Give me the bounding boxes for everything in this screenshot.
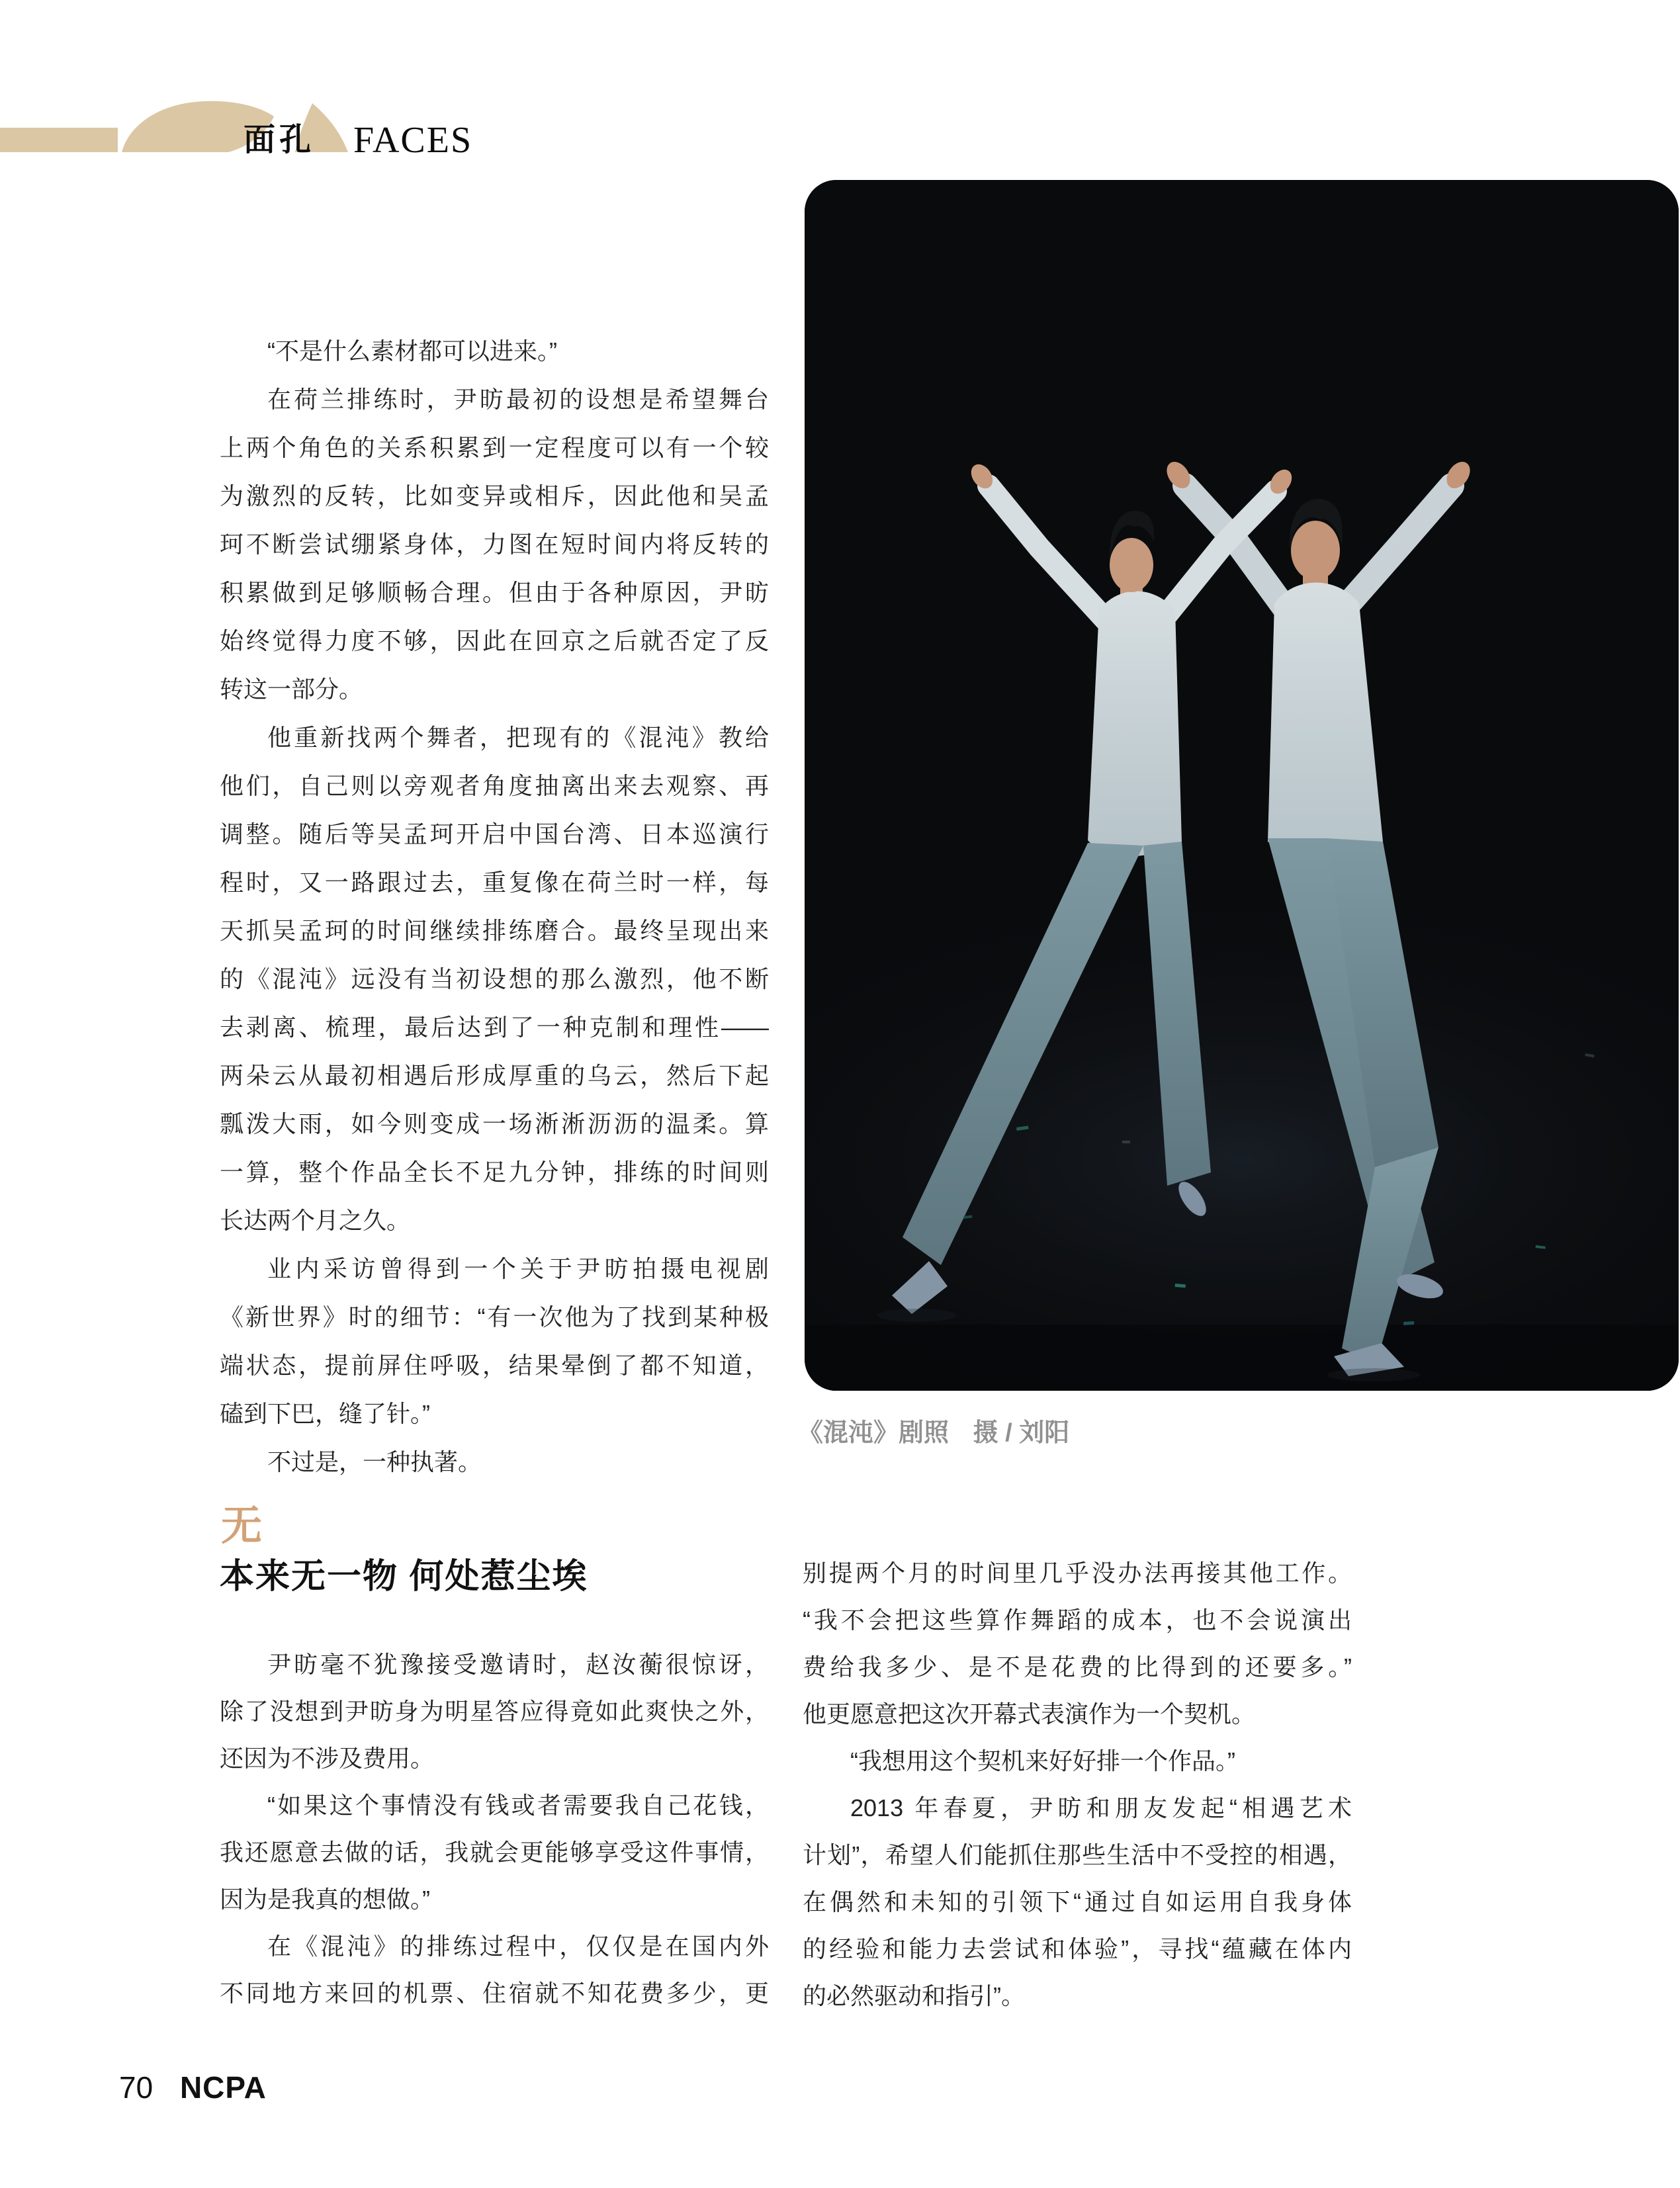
section-label-en: FACES	[353, 120, 473, 161]
text-line: 的必然驱动和指引”。	[803, 1982, 1025, 2009]
photo-caption	[798, 1417, 1069, 1449]
page-number: 70	[119, 2070, 154, 2105]
text-line: 计划”，希望人们能抓住那些生活中不受控的相遇，	[803, 1841, 1352, 1868]
text-line: 在偶然和未知的引领下“通过自如运用自我身体	[803, 1888, 1352, 1915]
text-line: 两朵云从最初相遇后形成厚重的乌云，然后下起	[220, 1062, 769, 1089]
text-line: 业内采访曾得到一个关于尹昉拍摄电视剧	[267, 1255, 769, 1282]
performance-photo	[805, 180, 1679, 1391]
article-column-bottom-left	[220, 1641, 769, 2017]
text-line: 别提两个月的时间里几乎没办法再接其他工作。	[803, 1559, 1352, 1587]
text-line: “我想用这个契机来好好排一个作品。”	[850, 1747, 1235, 1774]
text-line: 不过是，一种执著。	[267, 1448, 482, 1475]
text-line: 还因为不涉及费用。	[220, 1745, 435, 1772]
dancers-illustration	[805, 180, 1679, 1391]
text-line: 在荷兰排练时，尹昉最初的设想是希望舞台	[267, 386, 769, 413]
text-line: 转这一部分。	[220, 676, 363, 703]
text-line: 长达两个月之久。	[220, 1207, 411, 1234]
text-line: 程时，又一路跟过去，重复像在荷兰时一样，每	[220, 869, 769, 896]
text-line: “如果这个事情没有钱或者需要我自己花钱，	[267, 1792, 769, 1819]
text-line: 始终觉得力度不够，因此在回京之后就否定了反	[220, 627, 769, 654]
text-line: 我还愿意去做的话，我就会更能够享受这件事情，	[220, 1839, 769, 1866]
text-line: 他更愿意把这次开幕式表演作为一个契机。	[803, 1700, 1256, 1728]
text-line: 积累做到足够顺畅合理。但由于各种原因，尹昉	[220, 579, 769, 606]
article-column-bottom-right	[803, 1550, 1352, 2019]
text-line: “不是什么素材都可以进来。”	[267, 337, 557, 365]
text-line: 《新世界》时的细节：“有一次他为了找到某种极	[220, 1303, 769, 1331]
text-line: 上两个角色的关系积累到一定程度可以有一个较	[220, 434, 769, 461]
text-line: 因为是我真的想做。”	[220, 1886, 430, 1913]
photo-caption-title: 《混沌》剧照	[798, 1419, 950, 1447]
text-line: 端状态，提前屏住呼吸，结果晕倒了都不知道，	[220, 1352, 769, 1379]
text-line: 珂不断尝试绷紧身体，力图在短时间内将反转的	[220, 531, 769, 558]
text-line: 的《混沌》远没有当初设想的那么激烈，他不断	[220, 965, 769, 992]
text-line: 磕到下巴，缝了针。”	[220, 1400, 430, 1427]
article-column-top-left	[220, 327, 769, 1486]
photo-caption-credit: 摄 / 刘阳	[973, 1419, 1070, 1447]
text-line: 天抓吴孟珂的时间继续排练磨合。最终呈现出来	[220, 917, 769, 944]
text-line: 在《混沌》的排练过程中，仅仅是在国内外	[267, 1933, 769, 1960]
text-line: 他重新找两个舞者，把现有的《混沌》教给	[267, 724, 769, 751]
text-line: 费给我多少、是不是花费的比得到的还要多。”	[803, 1653, 1352, 1681]
text-line: 他们，自己则以旁观者角度抽离出来去观察、再	[220, 772, 769, 799]
brand-label: NCPA	[179, 2070, 267, 2105]
page-footer	[119, 2070, 267, 2105]
text-line: 为激烈的反转，比如变异或相斥，因此他和吴孟	[220, 482, 769, 509]
text-line: 调整。随后等吴孟珂开启中国台湾、日本巡演行	[220, 820, 769, 848]
text-line: 2013 年春夏，尹昉和朋友发起“相遇艺术	[850, 1794, 1352, 1821]
section-kicker: 无	[221, 1504, 263, 1549]
header-bar-shape	[0, 128, 118, 152]
text-line: 一算，整个作品全长不足九分钟，排练的时间则	[220, 1159, 769, 1186]
text-line: “我不会把这些算作舞蹈的成本，也不会说演出	[803, 1606, 1352, 1634]
section-title: 本来无一物 何处惹尘埃	[220, 1557, 588, 1596]
section-label-cn: 面孔	[243, 122, 316, 157]
text-line: 的经验和能力去尝试和体验”，寻找“蕴藏在体内	[803, 1935, 1352, 1962]
text-line: 不同地方来回的机票、住宿就不知花费多少，更	[220, 1980, 769, 2007]
text-line: 除了没想到尹昉身为明星答应得竟如此爽快之外，	[220, 1698, 769, 1725]
text-line: 去剥离、梳理，最后达到了一种克制和理性——	[220, 1014, 769, 1041]
text-line: 尹昉毫不犹豫接受邀请时，赵汝蘅很惊讶，	[267, 1651, 769, 1678]
text-line: 瓢泼大雨，如今则变成一场淅淅沥沥的温柔。算	[220, 1110, 769, 1137]
